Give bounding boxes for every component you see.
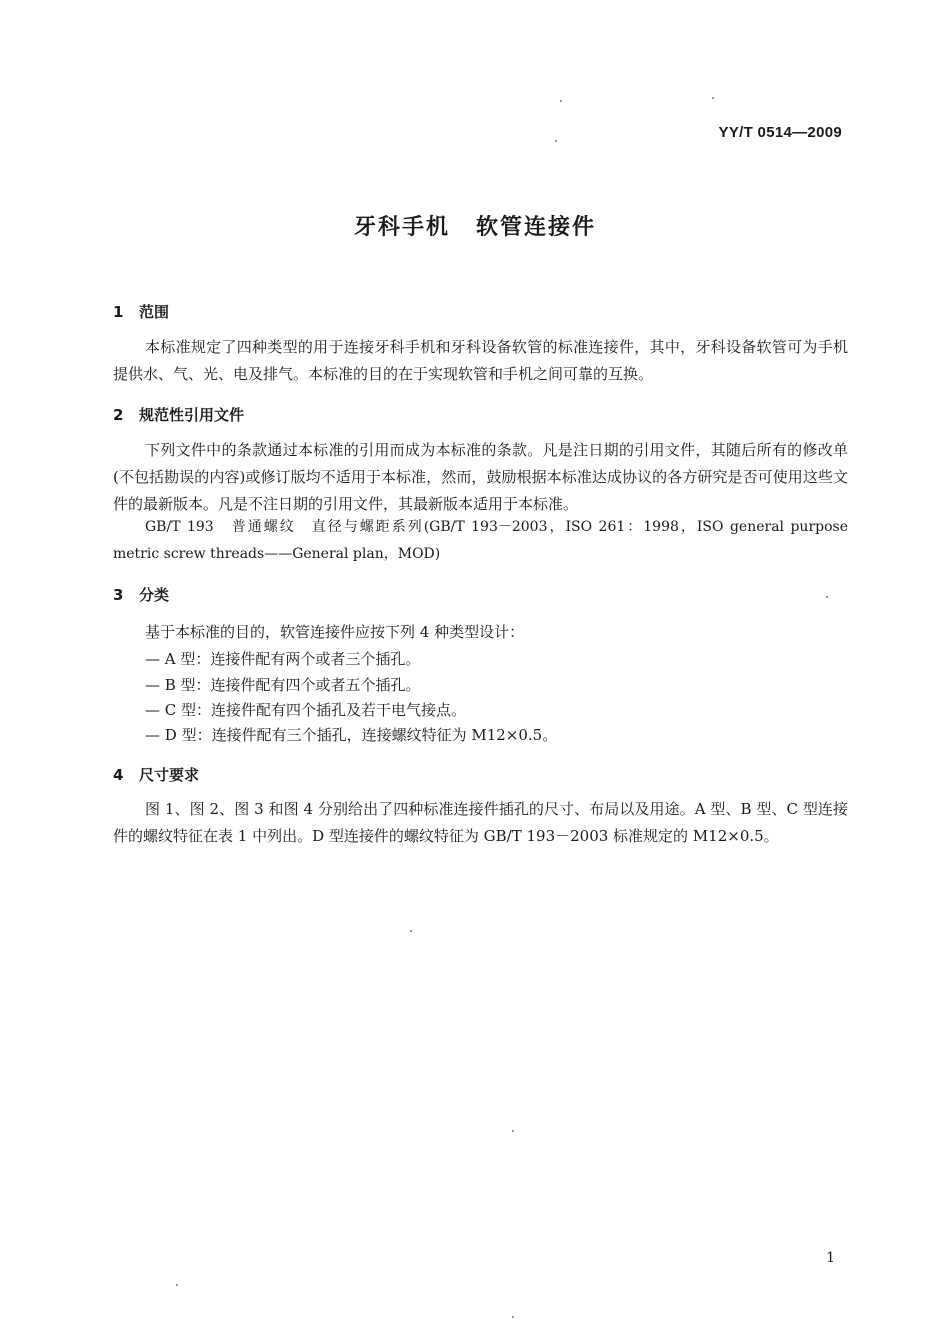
section-2-paragraph: 下列文件中的条款通过本标准的引用而成为本标准的条款。凡是注日期的引用文件，其随后所有的修改单(不包括勘误的内容)或修订版均不适用于本标准，然而，鼓励根据本标准达成协议的各方研究是否可使用这些文件的最新版本。凡是不注日期的引用文件，其最新版本适用于本标准。	[113, 441, 848, 513]
section-1-heading	[113, 301, 169, 322]
section-2-heading	[113, 404, 244, 425]
section-title: 尺寸要求	[139, 766, 200, 784]
scan-speck	[560, 100, 562, 102]
section-number: 4	[113, 766, 124, 784]
section-number: 1	[113, 303, 124, 321]
document-title	[0, 210, 950, 241]
scan-speck	[410, 930, 412, 932]
list-item-type-b: — B 型：连接件配有四个或者五个插孔。	[145, 676, 421, 694]
section-number: 3	[113, 586, 124, 604]
section-title: 范围	[139, 303, 170, 321]
normative-reference: GB/T 193 普通螺纹 直径与螺距系列(GB/T 193－2003，ISO 261：1998，ISO general purpose metric screw threads——General plan，MOD)	[113, 519, 848, 562]
section-4-heading	[113, 764, 199, 785]
scan-speck	[512, 1316, 514, 1318]
title-part-2: 软管连接件	[476, 215, 597, 240]
scan-speck	[826, 596, 828, 598]
section-number: 2	[113, 406, 124, 424]
section-4-paragraph: 图 1、图 2、图 3 和图 4 分别给出了四种标准连接件插孔的尺寸、布局以及用途。A 型、B 型、C 型连接件的螺纹特征在表 1 中列出。D 型连接件的螺纹特征为 GB/T 193－2003 标准规定的 M12×0.5。	[113, 800, 848, 845]
list-item-type-c: — C 型：连接件配有四个插孔及若干电气接点。	[145, 701, 467, 719]
section-3-heading	[113, 584, 169, 605]
list-item-type-a: — A 型：连接件配有两个或者三个插孔。	[145, 650, 421, 668]
list-item-type-d: — D 型：连接件配有三个插孔，连接螺纹特征为 M12×0.5。	[145, 726, 558, 744]
section-title: 分类	[139, 586, 170, 604]
scan-speck	[176, 1284, 178, 1286]
scan-speck	[512, 1130, 514, 1132]
scan-speck	[712, 97, 714, 99]
scan-speck	[555, 140, 557, 142]
classification-intro: 基于本标准的目的，软管连接件应按下列 4 种类型设计：	[145, 623, 525, 641]
title-part-1: 牙科手机	[353, 215, 450, 240]
section-1-paragraph: 本标准规定了四种类型的用于连接牙科手机和牙科设备软管的标准连接件，其中，牙科设备软管可为手机提供水、气、光、电及排气。本标准的目的在于实现软管和手机之间可靠的互换。	[113, 338, 848, 383]
standard-code: YY/T 0514—2009	[718, 124, 842, 141]
section-title: 规范性引用文件	[139, 406, 245, 424]
page-number: 1	[826, 1250, 835, 1266]
